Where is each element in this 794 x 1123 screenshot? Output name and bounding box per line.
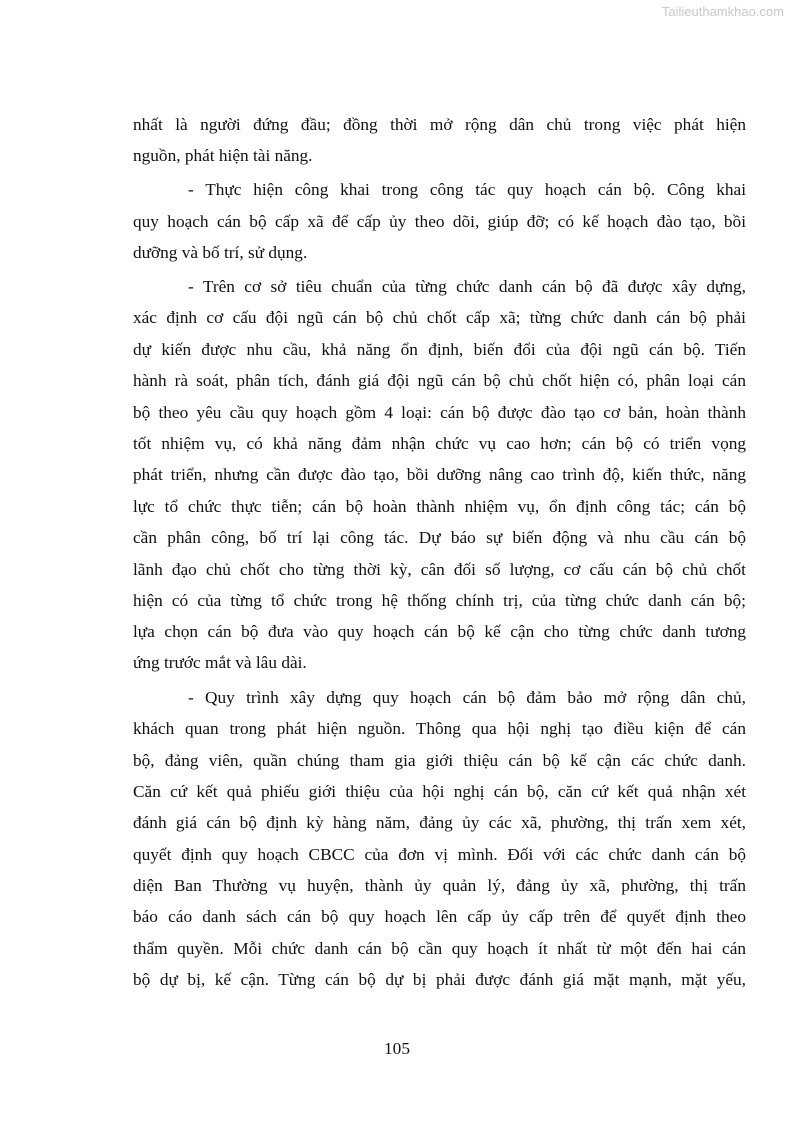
text-line: diện Ban Thường vụ huyện, thành ủy quản lý, đảng ủy xã, phường, thị trấn bbox=[133, 876, 746, 895]
text-line: lựa chọn cán bộ đưa vào quy hoạch cán bộ kế cận cho từng chức danh tương bbox=[133, 622, 746, 641]
text-line: hành rà soát, phân tích, đánh giá đội ngũ cán bộ chủ chốt hiện có, phân loại cán bbox=[133, 371, 746, 390]
text-line: - Trên cơ sở tiêu chuẩn của từng chức danh cán bộ đã được xây dựng, bbox=[188, 277, 746, 296]
text-line: bộ, đảng viên, quần chúng tham gia giới thiệu cán bộ kế cận các chức danh. bbox=[133, 751, 746, 770]
text-line: - Thực hiện công khai trong công tác quy hoạch cán bộ. Công khai bbox=[188, 180, 746, 199]
text-line: bộ dự bị, kế cận. Từng cán bộ dự bị phải được đánh giá mặt mạnh, mặt yếu, bbox=[133, 970, 746, 989]
text-line: dưỡng và bố trí, sử dụng. bbox=[133, 243, 308, 262]
text-line: bộ theo yêu cầu quy hoạch gồm 4 loại: cán bộ được đào tạo cơ bản, hoàn thành bbox=[133, 403, 746, 422]
text-line: quyết định quy hoạch CBCC của đơn vị mình. Đối với các chức danh cán bộ bbox=[133, 845, 746, 864]
text-line: tốt nhiệm vụ, có khả năng đảm nhận chức vụ cao hơn; cán bộ có triển vọng bbox=[133, 434, 746, 453]
text-line: lãnh đạo chủ chốt cho từng thời kỳ, cân đối số lượng, cơ cấu cán bộ chủ chốt bbox=[133, 560, 746, 579]
text-line: nguồn, phát hiện tài năng. bbox=[133, 146, 313, 165]
text-line: ứng trước mắt và lâu dài. bbox=[133, 653, 307, 672]
text-line: khách quan trong phát hiện nguồn. Thông qua hội nghị tạo điều kiện để cán bbox=[133, 719, 746, 738]
watermark: Tailieuthamkhao.com bbox=[661, 4, 784, 19]
text-line: phát triển, nhưng cần được đào tạo, bồi dưỡng nâng cao trình độ, kiến thức, năng bbox=[133, 465, 746, 484]
text-line: Căn cứ kết quả phiếu giới thiệu của hội nghị cán bộ, căn cứ kết quả nhận xét bbox=[133, 782, 746, 801]
text-line: dự kiến được nhu cầu, khả năng ổn định, biến đổi của đội ngũ cán bộ. Tiến bbox=[133, 340, 746, 359]
text-line: xác định cơ cấu đội ngũ cán bộ chủ chốt cấp xã; từng chức danh cán bộ phải bbox=[133, 308, 746, 327]
text-line: đánh giá cán bộ định kỳ hàng năm, đảng ủy các xã, phường, thị trấn xem xét, bbox=[133, 813, 746, 832]
text-line: thẩm quyền. Mỗi chức danh cán bộ cần quy hoạch ít nhất từ một đến hai cán bbox=[133, 939, 746, 958]
text-line: nhất là người đứng đầu; đồng thời mở rộng dân chủ trong việc phát hiện bbox=[133, 115, 746, 134]
text-line: hiện có của từng tổ chức trong hệ thống chính trị, của từng chức danh cán bộ; bbox=[133, 591, 746, 610]
text-line: cần phân công, bố trí lại công tác. Dự báo sự biến động và nhu cầu cán bộ bbox=[133, 528, 746, 547]
text-line: - Quy trình xây dựng quy hoạch cán bộ đảm bảo mở rộng dân chủ, bbox=[188, 688, 746, 707]
page-number: 105 bbox=[384, 1039, 410, 1058]
text-line: lực tổ chức thực tiễn; cán bộ hoàn thành nhiệm vụ, ổn định công tác; cán bộ bbox=[133, 497, 746, 516]
text-line: quy hoạch cán bộ cấp xã để cấp ủy theo dõi, giúp đỡ; có kế hoạch đào tạo, bồi bbox=[133, 212, 746, 231]
text-line: báo cáo danh sách cán bộ quy hoạch lên cấp ủy cấp trên để quyết định theo bbox=[133, 907, 746, 926]
